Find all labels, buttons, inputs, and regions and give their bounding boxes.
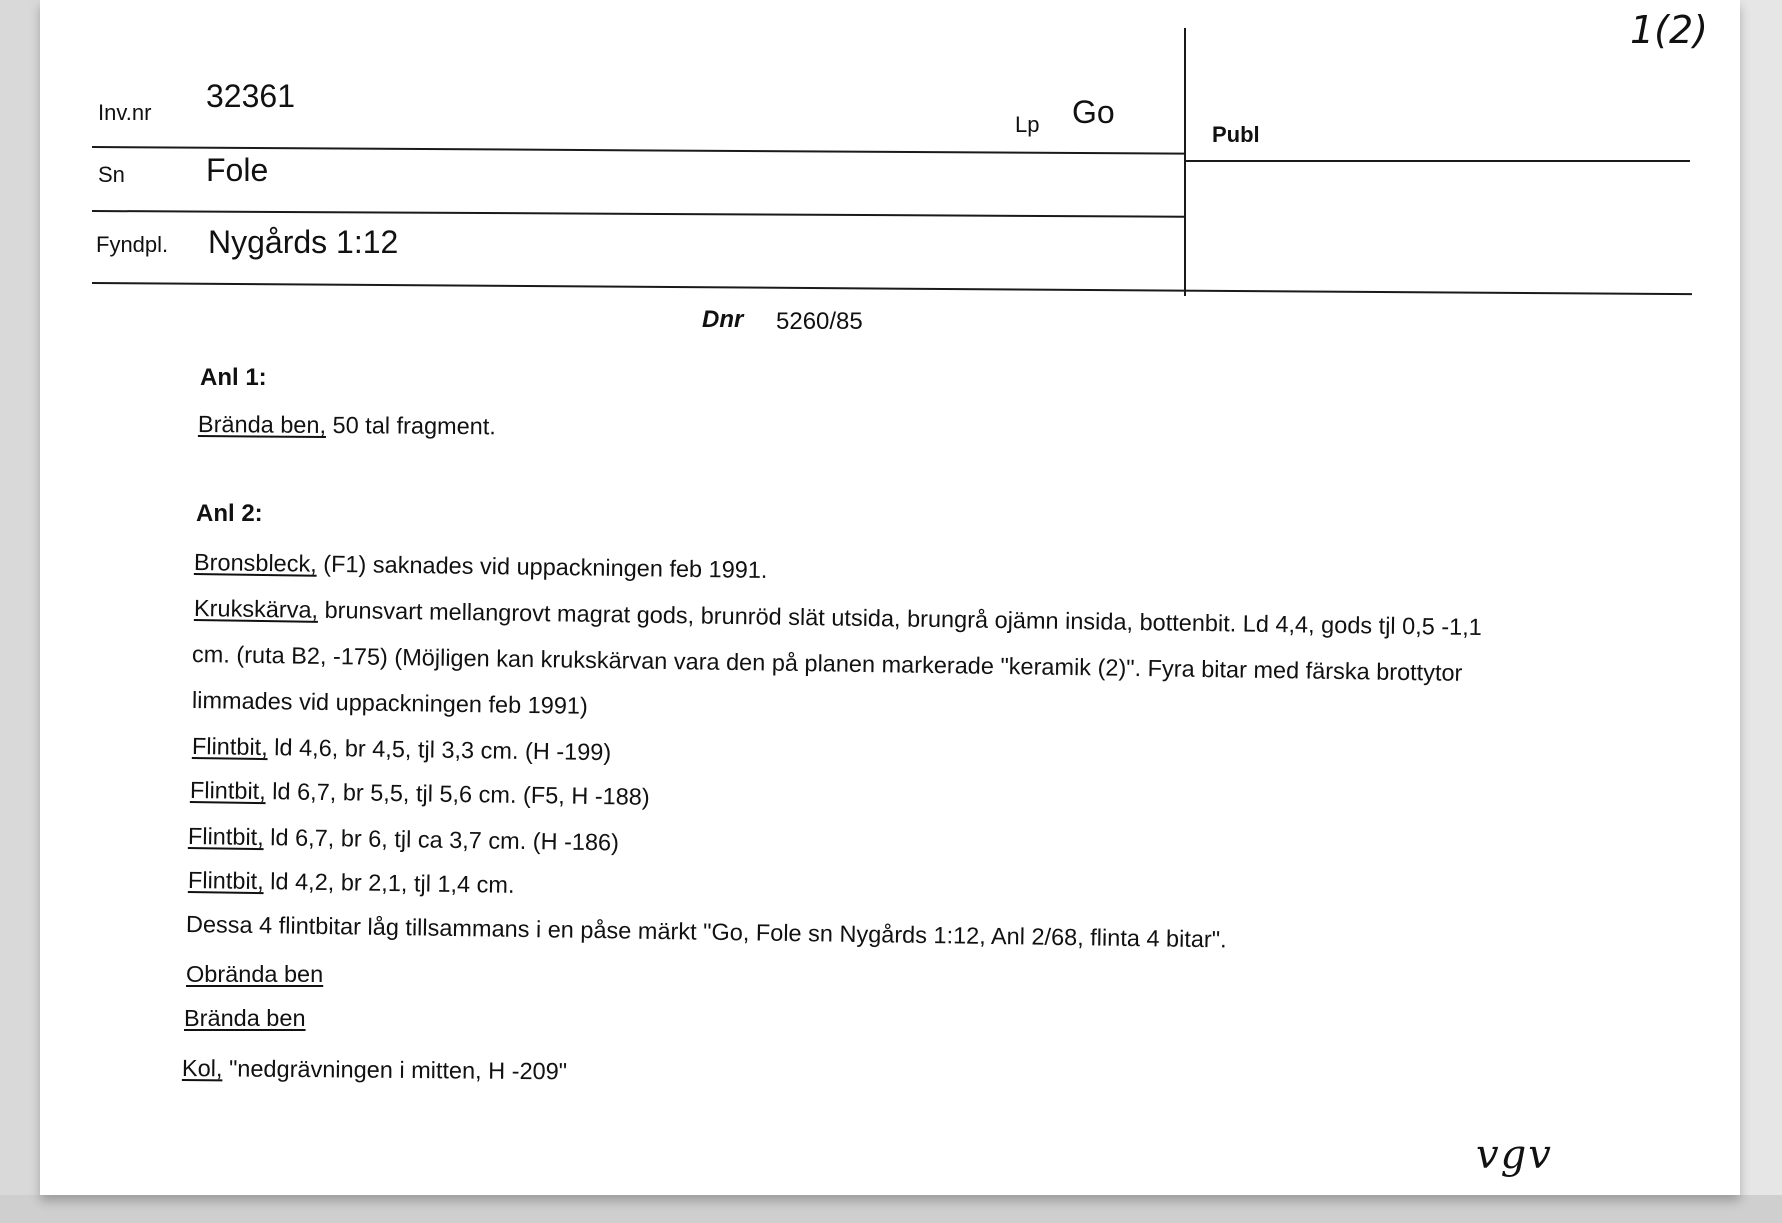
list-item (186, 910, 1227, 953)
find-term: Krukskärva, (193, 595, 319, 623)
find-term: Flintbit, (187, 867, 264, 895)
list-item (198, 410, 496, 440)
catalogue-card (40, 0, 1740, 1195)
scan-margin-right (1740, 0, 1782, 1223)
find-description: (F1) saknades vid uppackningen feb 1991. (316, 550, 768, 584)
lp-value: Go (1072, 94, 1115, 130)
find-term: Obrända ben (186, 961, 324, 987)
page-number-mark: 1(2) (1630, 8, 1709, 52)
list-item (188, 866, 515, 899)
list-item (184, 1004, 306, 1032)
publ-label: Publ (1212, 122, 1260, 147)
find-description: limmades vid uppackningen feb 1991) (191, 687, 588, 719)
list-item (194, 594, 1482, 641)
section-heading-anl-2: Anl 2: (196, 500, 263, 527)
dnr-label: Dnr (702, 306, 744, 333)
find-description: "nedgrävningen i mitten, H -209" (222, 1055, 568, 1085)
inv-nr-value: 32361 (206, 78, 295, 114)
list-item (192, 686, 588, 720)
publ-rule (1186, 160, 1690, 162)
find-description: brunsvart mellangrovt magrat gods, brunröd slät utsida, brungrå ojämn insida, bottenbit. Ld 4,4, gods tjl 0,5 -1,1 (317, 596, 1483, 641)
find-term: Brända ben (184, 1005, 306, 1031)
sn-value: Fole (206, 152, 269, 188)
list-item (186, 960, 323, 988)
lp-label: Lp (1015, 112, 1040, 137)
publ-divider-line (1184, 28, 1186, 296)
find-description: ld 4,6, br 4,5, tjl 3,3 cm. (H -199) (267, 734, 612, 766)
list-item (192, 640, 1463, 687)
find-term: Flintbit, (189, 777, 266, 805)
fyndpl-label: Fyndpl. (96, 232, 169, 257)
inv-nr-label: Inv.nr (98, 100, 152, 125)
find-description: Dessa 4 flintbitar låg tillsammans i en påse märkt "Go, Fole sn Nygårds 1:12, Anl 2/68, flinta 4 bitar". (185, 911, 1227, 953)
find-term: Brända ben, (197, 411, 327, 439)
find-term: Flintbit, (191, 733, 268, 761)
find-term: Bronsbleck, (193, 549, 317, 577)
dnr-value: 5260/85 (776, 308, 863, 335)
header-rule-2 (92, 210, 1184, 218)
list-item (192, 732, 612, 766)
header-rule-3 (92, 282, 1692, 295)
sn-label: Sn (98, 162, 125, 187)
section-heading-anl-1: Anl 1: (200, 364, 267, 391)
scan-margin-bottom (0, 1195, 1782, 1223)
fyndpl-value: Nygårds 1:12 (208, 224, 399, 260)
find-term: Kol, (181, 1055, 223, 1082)
find-term: Flintbit, (187, 823, 264, 851)
list-item (190, 776, 650, 811)
find-description: 50 tal fragment. (325, 412, 496, 440)
handwritten-signature: vgv (1476, 1132, 1553, 1178)
list-item (182, 1054, 567, 1085)
find-description: ld 6,7, br 5,5, tjl 5,6 cm. (F5, H -188) (265, 778, 650, 810)
find-description: cm. (ruta B2, -175) (Möjligen kan krukskärvan vara den på planen markerade "keramik (2)". Fyra bitar med färska brottytor (191, 641, 1463, 686)
find-description: ld 6,7, br 6, tjl ca 3,7 cm. (H -186) (263, 824, 620, 856)
find-description: ld 4,2, br 2,1, tjl 1,4 cm. (263, 868, 515, 898)
list-item (194, 548, 768, 584)
list-item (188, 822, 619, 856)
